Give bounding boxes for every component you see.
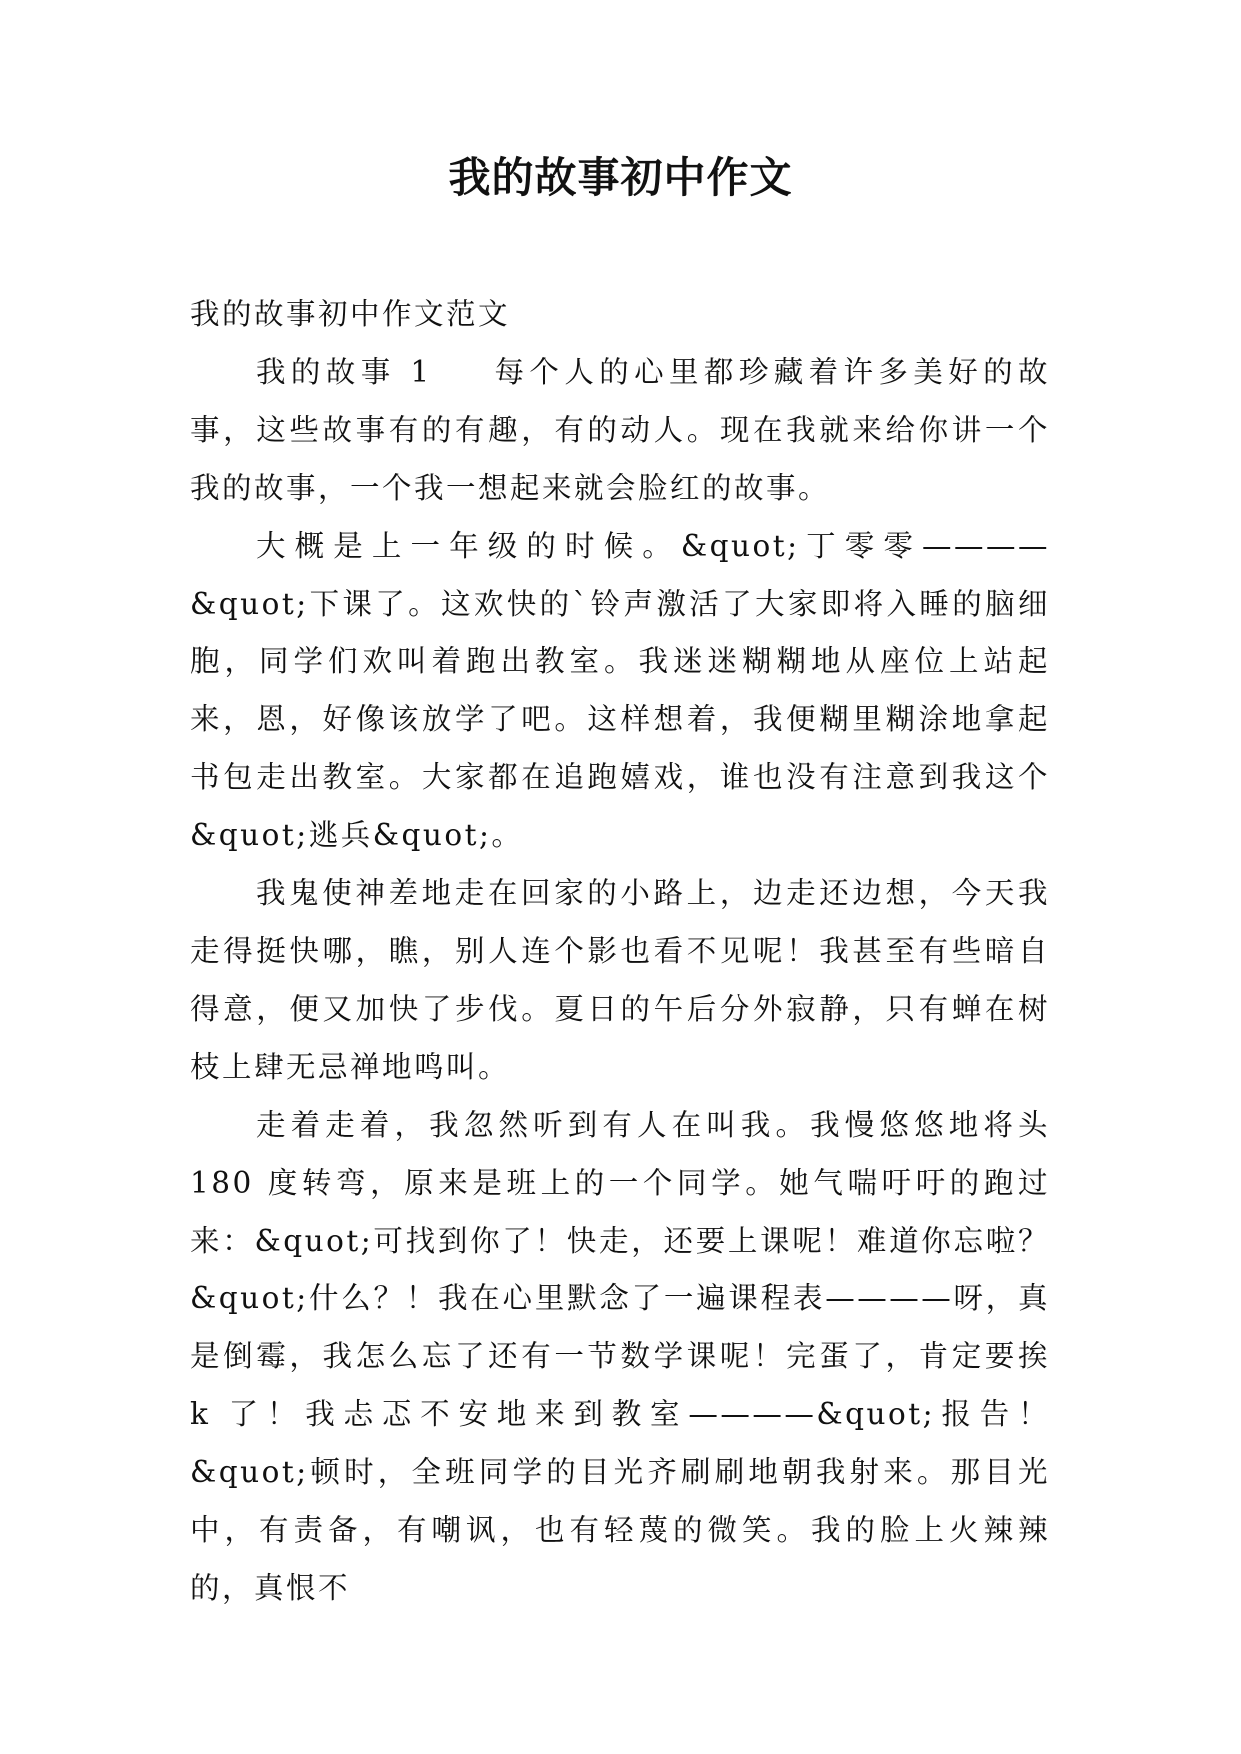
document-subtitle: 我的故事初中作文范文 bbox=[190, 297, 511, 331]
document-body bbox=[190, 286, 1050, 1618]
paragraph-2: 大概是上一年级的时候。&quot;丁零零————&quot;下课了。这欢快的`铃声激活了大家即将入睡的脑细胞，同学们欢叫着跑出教室。我迷迷糊糊地从座位上站起来，恩，好像该放学了吧。这样想着，我便糊里糊涂地拿起书包走出教室。大家都在追跑嬉戏，谁也没有注意到我这个&quot;逃兵&quot;。 bbox=[190, 528, 1050, 853]
paragraph-4: 走着走着，我忽然听到有人在叫我。我慢悠悠地将头 180 度转弯，原来是班上的一个同学。她气喘吁吁的跑过来：&quot;可找到你了！快走，还要上课呢！难道你忘啦？&quot;什么？！我在心里默念了一遍课程表————呀，真是倒霉，我怎么忘了还有一节数学课呢！完蛋了，肯定要挨 k 了！我忐忑不安地来到教室————&quot;报告！&quot;顿时，全班同学的目光齐刷刷地朝我射来。那目光中，有责备，有嘲讽，也有轻蔑的微笑。我的脸上火辣辣的，真恨不 bbox=[190, 1107, 1050, 1605]
paragraph-3: 我鬼使神差地走在回家的小路上，边走还边想，今天我走得挺快哪，瞧，别人连个影也看不见呢！我甚至有些暗自得意，便又加快了步伐。夏日的午后分外寂静，只有蝉在树枝上肆无忌禅地鸣叫。 bbox=[190, 876, 1050, 1084]
paragraph-1-text: 每个人的心里都珍藏着许多美好的故事，这些故事有的有趣，有的动人。现在我就来给你讲一个我的故事，一个我一想起来就会脸红的故事。 bbox=[190, 354, 1050, 505]
paragraph-1-lead: 我的故事 1 bbox=[256, 354, 432, 389]
paragraph-1 bbox=[190, 344, 1050, 518]
document-title: 我的故事初中作文 bbox=[448, 153, 793, 202]
